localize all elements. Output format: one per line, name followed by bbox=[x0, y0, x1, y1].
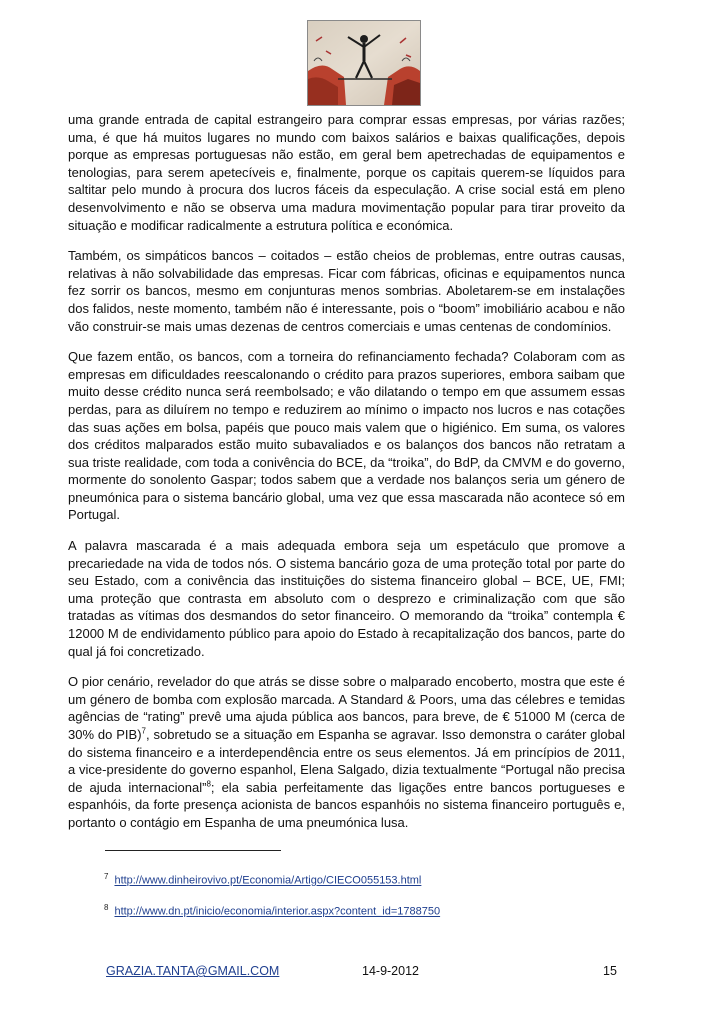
paragraph-text: A palavra mascarada é a mais adequada embora seja um espetáculo que promove a precariedade na vida de todos nós. O sistema bancário goza de uma proteção total por parte do seu Estado, com a conivência das instituições do sistema financeiro global – BCE, UE, FMI; uma proteção que contrasta em absoluto com o desprezo e criminalização com que são tratadas as vítimas dos desmandos do setor financeiro. O memorando da “troika” contempla € 12000 M de endividamento público para apoio do Estado à recapitalização dos bancos, parte do qual já foi concretizado. bbox=[68, 538, 625, 659]
paragraph bbox=[68, 537, 625, 660]
footnote-link[interactable]: http://www.dinheirovivo.pt/Economia/Artigo/CIECO055153.html bbox=[114, 874, 422, 887]
page-number: 15 bbox=[603, 964, 617, 978]
footnote-number: 7 bbox=[104, 872, 109, 881]
paragraph-text: O pior cenário, revelador do que atrás se disse sobre o malparado encoberto, mostra que este é um género de bomba com explosão marcada. A Standard & Poors, uma das célebres e temidas agências de “rating” prevê uma ajuda pública aos bancos, para breve, de € 51000 M (cerca de 30% do PIB) bbox=[68, 674, 625, 742]
paragraph-text: Que fazem então, os bancos, com a torneira do refinanciamento fechada? Colaboram com as empresas em dificuldades reescalonando o crédito para prazos superiores, embora saibam que muito desse crédito nunca será reembolsado; e vão dilatando o tempo em que assumem essas perdas, para as diluírem no tempo e reduzirem ao mínimo o impacto nos lucros e nas cotações das suas ações em bolsa, papéis que pouco mais valem que o higiénico. Em suma, os valores dos créditos malparados estão muito subavaliados e os balanços dos bancos não retratam a sua triste realidade, com toda a conivência do BCE, da “troika”, do BdP, da CMVM e do governo, mormente do sonolento Gaspar; todos sabem que a verdade nos balanços seria um género de pneumónica para o sistema bancário global, uma vez que essa mascarada não acontece só em Portugal. bbox=[68, 349, 625, 523]
tightrope-walker-painting-icon bbox=[308, 21, 420, 105]
footnote-separator bbox=[105, 850, 281, 851]
paragraph bbox=[68, 673, 625, 831]
footer-date: 14-9-2012 bbox=[362, 964, 419, 978]
footnote-number: 8 bbox=[104, 903, 109, 912]
header-logo bbox=[307, 20, 421, 106]
paragraph-text: , sobretudo se a situação em Espanha se agravar. Isso demonstra o caráter global do sistema financeiro e a interdependência entre os seus elementos. Já em princípios de 2011, a vice-presidente do governo espanhol, Elena Salgado, dizia textualmente “Portugal não precisa de ajuda internacional” bbox=[68, 727, 625, 795]
article-body bbox=[68, 111, 625, 845]
paragraph bbox=[68, 348, 625, 524]
footnote-link[interactable]: http://www.dn.pt/inicio/economia/interior.aspx?content_id=1788750 bbox=[114, 905, 441, 918]
footnote-reference[interactable]: 8 bbox=[206, 779, 211, 789]
footer-email-link[interactable]: GRAZIA.TANTA@GMAIL.COM bbox=[106, 964, 280, 978]
paragraph-text: uma grande entrada de capital estrangeiro para comprar essas empresas, por várias razões; uma, é que há muitos lugares no mundo com baixos salários e baixas qualificações, depois porque as empresas portuguesas não estão, em geral bem apetrechadas de equipamentos e tenologias, para serem apetecíveis e, finalmente, porque os capitais querem-se líquidos para saltitar pelo mundo à procura dos lucros fáceis da especulação. A crise social está em pleno desenvolvimento e não se observa uma madura movimentação popular para tirar proveito da situação e modificar radicalmente a estrutura política e económica. bbox=[68, 112, 625, 233]
paragraph bbox=[68, 111, 625, 234]
footnote bbox=[104, 872, 421, 887]
paragraph-text: Também, os simpáticos bancos – coitados – estão cheios de problemas, entre outras causas, relativas à não solvabilidade das empresas. Ficar com fábricas, oficinas e equipamentos nunca fez sorrir os bancos, mesmo em conjunturas menos sombrias. Aboletarem-se em instalações dos falidos, neste momento, também não é interessante, pois o “boom” imobiliário acabou e não vão construir-se mais umas dezenas de centros comerciais e umas centenas de condomínios. bbox=[68, 248, 625, 334]
paragraph-text: ; ela sabia perfeitamente das ligações entre bancos portugueses e espanhóis, da forte presença acionista de bancos espanhóis no sistema financeiro português e, portanto o contágio em Espanha de uma pneumónica lusa. bbox=[68, 779, 625, 830]
footnote bbox=[104, 903, 440, 918]
paragraph bbox=[68, 247, 625, 335]
footnote-reference[interactable]: 7 bbox=[141, 726, 146, 736]
